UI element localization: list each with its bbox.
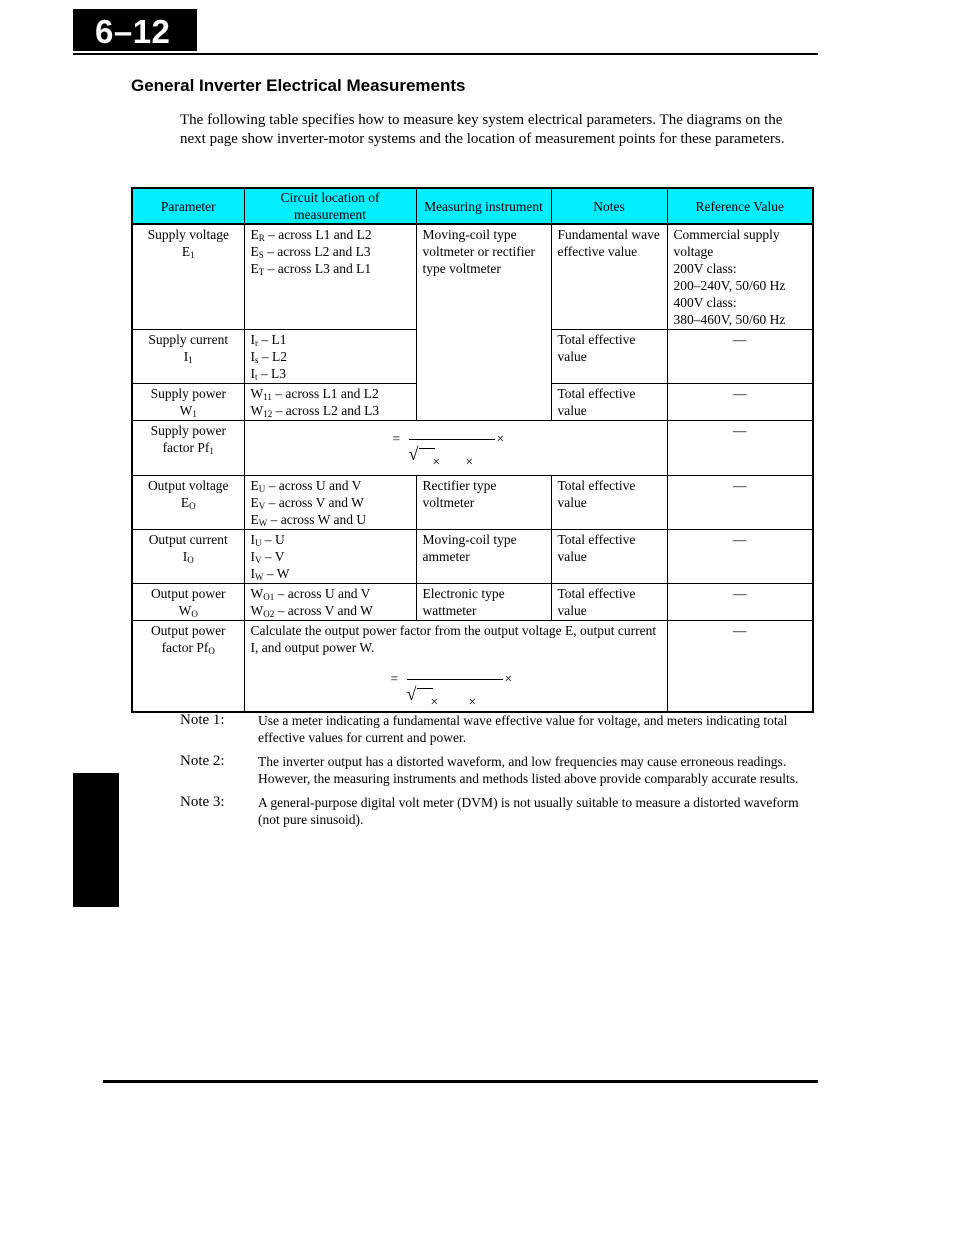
note-label: Note 3: (180, 794, 225, 810)
table-row (132, 621, 813, 713)
param-cell: Supply voltage $E_1$ (132, 224, 244, 330)
header-circuit-location: Circuit location of measurement (244, 188, 416, 224)
table-row (132, 530, 813, 584)
section-title: General Inverter Electrical Measurements (131, 76, 466, 95)
reference-cell: — (667, 476, 813, 530)
header-notes: Notes (551, 188, 667, 224)
param-cell: Supply power $W_1$ (132, 384, 244, 421)
instrument-cell: Moving-coil type ammeter (416, 530, 551, 584)
page-number-badge: 6–12 (73, 9, 197, 51)
param-cell: Output power $W_O$ (132, 584, 244, 621)
output-power-factor-formula: = × √ × × (390, 671, 513, 709)
notes-cell: Fundamental wave effective value (551, 224, 667, 330)
formula-cell (244, 421, 667, 476)
header-measuring-instrument: Measuring instrument (416, 188, 551, 224)
table-row (132, 421, 813, 476)
table-row (132, 584, 813, 621)
table-header-row (132, 188, 813, 224)
location-cell: $I_U$ – U $I_V$ – V $I_W$ – W (244, 530, 416, 584)
notes-section (180, 712, 810, 835)
instrument-cell: Rectifier type voltmeter (416, 476, 551, 530)
measurement-table (131, 187, 814, 713)
notes-cell: Total effective value (551, 476, 667, 530)
location-cell: $E_R$ – across L1 and L2 $E_S$ – across L2 and L3 $E_T$ – across L3 and L1 (244, 224, 416, 330)
output-power-factor-instructions: Calculate the output power factor from the output voltage E, output current I, and output power W. (250, 623, 657, 655)
intro-paragraph: The following table specifies how to measure key system electrical parameters. The diagrams on the next page show inverter-motor systems and the location of measurement points for these parameters. (180, 112, 785, 147)
note-label: Note 2: (180, 753, 225, 769)
table-row (132, 476, 813, 530)
param-cell: Output voltage $E_O$ (132, 476, 244, 530)
param-cell: Output current $I_O$ (132, 530, 244, 584)
table-row (132, 224, 813, 330)
reference-cell: — (667, 584, 813, 621)
supply-power-factor-formula: = × √ × × (392, 431, 505, 469)
note-label: Note 1: (180, 712, 225, 728)
reference-cell: — (667, 330, 813, 384)
header-rule (73, 53, 818, 55)
location-cell: $E_U$ – across U and V $E_V$ – across V and W $E_W$ – across W and U (244, 476, 416, 530)
location-cell: $W_{O1}$ – across U and V $W_{O2}$ – across V and W (244, 584, 416, 621)
note-text: A general-purpose digital volt meter (DVM) is not usually suitable to measure a distorted waveform (not pure sinusoid). (258, 795, 799, 827)
note-text: Use a meter indicating a fundamental wave effective value for voltage, and meters indicating total effective values for current and power. (258, 713, 788, 745)
note-item (180, 753, 810, 787)
header-parameter: Parameter (132, 188, 244, 224)
instrument-cell: Moving-coil type voltmeter or rectifier type voltmeter (416, 224, 551, 421)
note-item (180, 712, 810, 746)
notes-cell: Total effective value (551, 530, 667, 584)
param-cell: Supply current $I_1$ (132, 330, 244, 384)
reference-cell: Commercial supply voltage 200V class: 200–240V, 50/60 Hz 400V class: 380–460V, 50/60 Hz (667, 224, 813, 330)
reference-cell: — (667, 421, 813, 476)
param-cell: Supply power factor $Pf_1$ (132, 421, 244, 476)
header-reference-value: Reference Value (667, 188, 813, 224)
reference-cell: — (667, 530, 813, 584)
reference-cell: — (667, 621, 813, 713)
location-cell: $I_r - L1$ $I_s - L2$ $I_t - L3$ (244, 330, 416, 384)
location-cell: $W_{11}$ – across L1 and L2 $W_{12}$ – across L2 and L3 (244, 384, 416, 421)
note-text: The inverter output has a distorted waveform, and low frequencies may cause erroneous readings. However, the measuring instruments and methods listed above provide comparably accurate results. (258, 754, 799, 786)
instrument-cell: Electronic type wattmeter (416, 584, 551, 621)
chapter-side-tab (73, 773, 119, 907)
notes-cell: Total effective value (551, 584, 667, 621)
notes-cell: Total effective value (551, 330, 667, 384)
footer-rule (103, 1080, 818, 1083)
reference-cell: — (667, 384, 813, 421)
notes-cell: Total effective value (551, 384, 667, 421)
param-cell: Output power factor $Pf_O$ (132, 621, 244, 713)
formula-cell (244, 621, 667, 713)
note-item (180, 794, 810, 828)
